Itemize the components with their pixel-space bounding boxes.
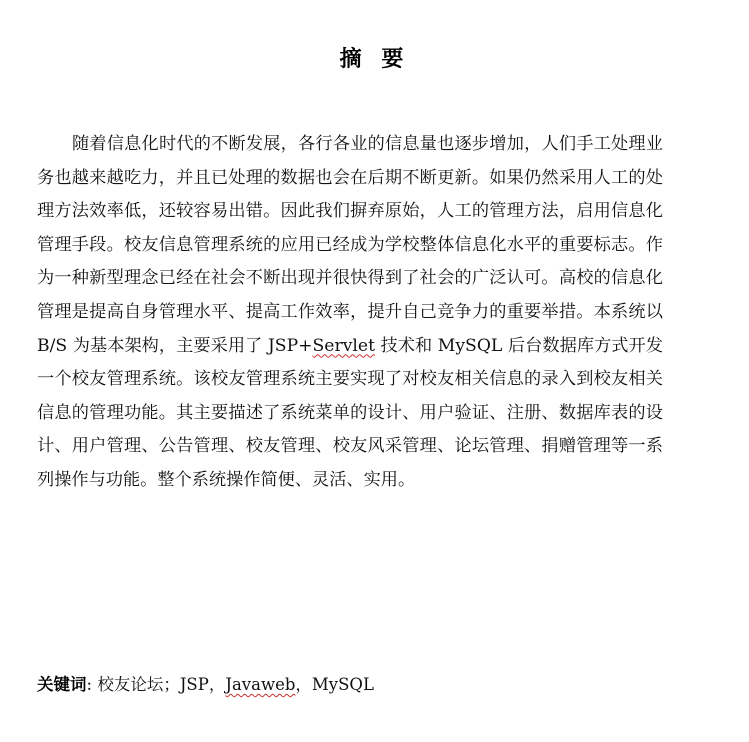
page-title: 摘 要 (339, 47, 410, 72)
keywords-line (37, 672, 717, 698)
servlet-term: Servlet (312, 335, 375, 356)
keywords-colon: : (86, 675, 98, 694)
keywords-part-1: 校友论坛；JSP， (97, 675, 226, 694)
abstract-paragraph (37, 128, 663, 498)
keywords-label: 关键词 (37, 675, 87, 694)
abstract-text-part-2: 技术和 MySQL 后台数据库方式开发一个校友管理系统。该校友管理系统主要实现了对校友相关信息的录入到校友相关信息的管理功能。其主要描述了系统菜单的设计、用户验证、注册、数据库表的设计、用户管理、公告管理、校友管理、校友风采管理、论坛管理、捐赠管理等一系列操作与功能。整个系统操作简便、灵活、实用。 (37, 335, 663, 490)
keyword-javaweb: Javaweb (225, 675, 296, 694)
abstract-text-part-1: 随着信息化时代的不断发展，各行各业的信息量也逐步增加，人们手工处理业务也越来越吃力，并且已处理的数据也会在后期不断更新。如果仍然采用人工的处理方法效率低，还较容易出错。因此我们摒弃原始，人工的管理方法，启用信息化管理手段。校友信息管理系统的应用已经成为学校整体信息化水平的重要标志。作为一种新型理念已经在社会不断出现并很快得到了社会的广泛认可。高校的信息化管理是提高自身管理水平、提高工作效率，提升自己竞争力的重要举措。本系统以 B/S 为基本架构，主要采用了 JSP+ (37, 134, 663, 356)
keywords-part-2: ，MySQL (295, 675, 374, 694)
